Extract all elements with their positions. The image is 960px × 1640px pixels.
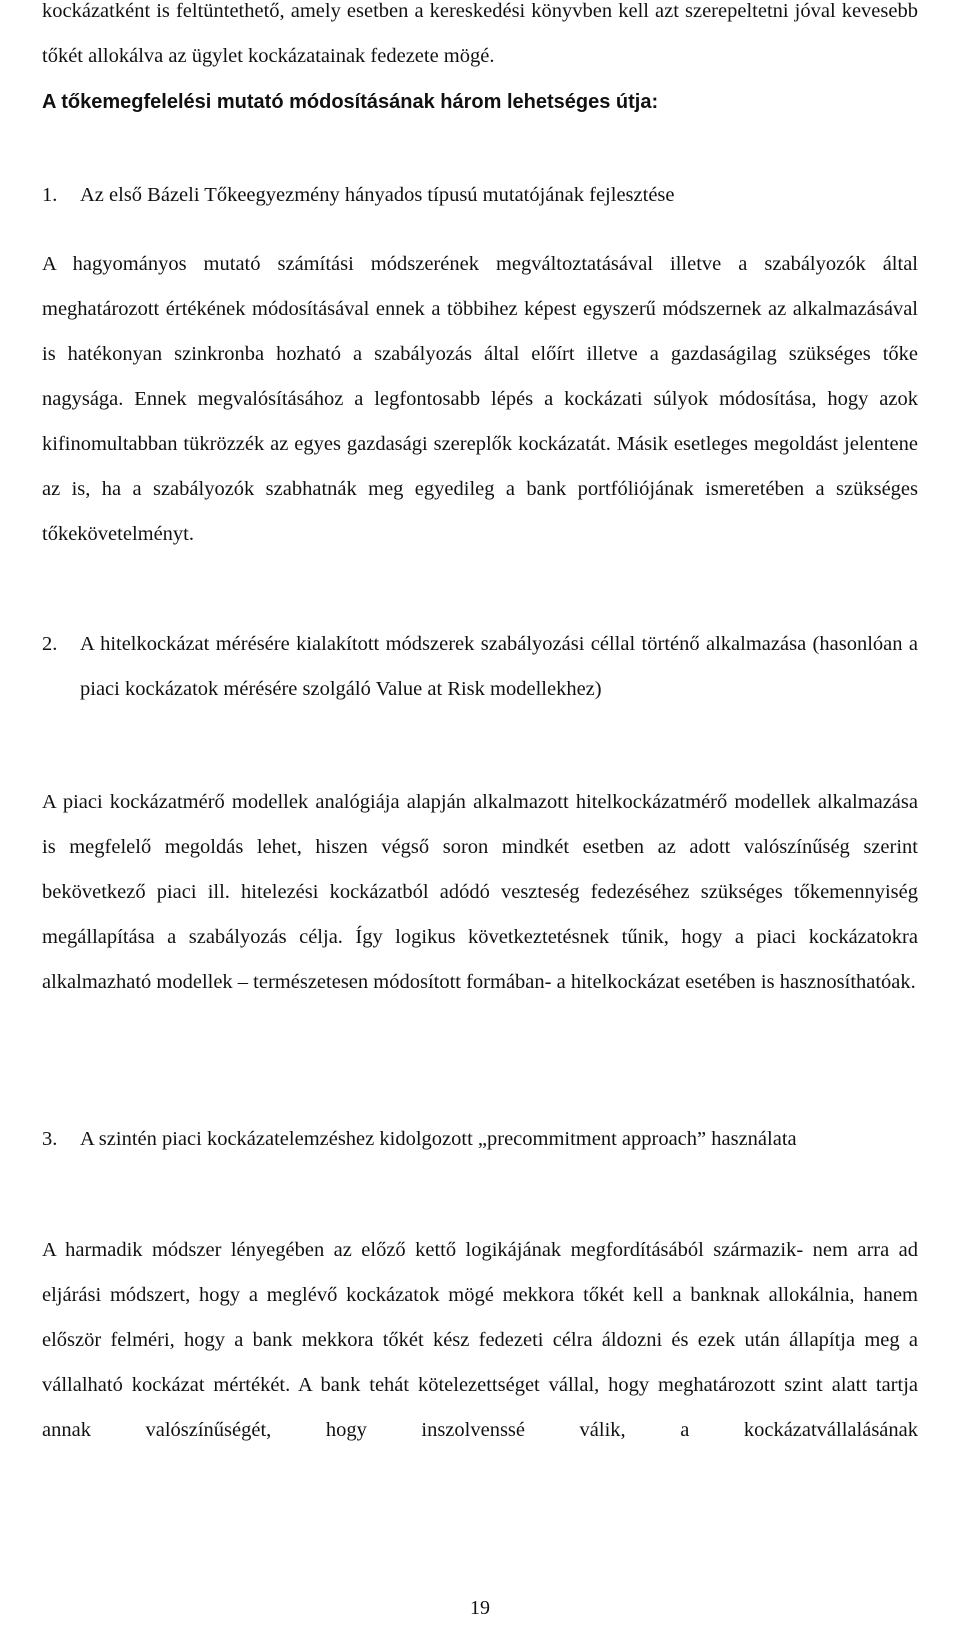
intro-paragraph: kockázatként is feltüntethető, amely esetben a kereskedési könyvben kell azt szerepeltetni jóval kevesebb tőkét allokálva az ügylet kockázatainak fedezete mögé.: [42, 0, 918, 67]
item-1-heading: [42, 173, 918, 218]
item-2-title: A hitelkockázat mérésére kialakított módszerek szabályozási céllal történő alkalmazása (hasonlóan a piaci kockázatok mérésére szolgáló Value at Risk modellekhez): [80, 633, 918, 700]
item-1-title: Az első Bázeli Tőkeegyezmény hányados típusú mutatójának fejlesztése: [80, 184, 675, 206]
section-heading: A tőkemegfelelési mutató módosításának három lehetséges útja:: [42, 91, 659, 113]
item-2-number: 2.: [42, 633, 58, 655]
item-3-body: A harmadik módszer lényegében az előző kettő logikájának megfordításából származik- nem arra ad eljárási módszert, hogy a meglévő kockázatok mögé mekkora tőkét kell a banknak allokálnia, hanem először felméri, hogy a bank mekkora tőkét kész fedezeti célra áldozni és ezek után állapítja meg a vállalható kockázat mértékét. A bank tehát kötelezettséget vállal, hogy meghatározott szint alatt tartja annak valószínűségét, hogy inszolvenssé válik, a kockázatvállalásának: [42, 1239, 918, 1441]
item-3-heading: [42, 1117, 918, 1162]
item-3-title: A szintén piaci kockázatelemzéshez kidolgozott „precommitment approach” használata: [80, 1128, 797, 1150]
item-1-body: A hagyományos mutató számítási módszerének megváltoztatásával illetve a szabályozók által meghatározott értékének módosításával ennek a többihez képest egyszerű módszernek az alkalmazásával is hatékonyan szinkronba hozható a szabályozás által előírt illetve a gazdaságilag szükséges tőke nagysága. Ennek megvalósításához a legfontosabb lépés a kockázati súlyok módosítása, hogy azok kifinomultabban tükrözzék az egyes gazdasági szereplők kockázatát. Másik esetleges megoldást jelentene az is, ha a szabályozók szabhatnák meg egyedileg a bank portfóliójának ismeretében a szükséges tőkekövetelményt.: [42, 253, 918, 545]
item-1-number: 1.: [42, 184, 58, 206]
page-number: 19: [470, 1597, 490, 1619]
item-2-body: A piaci kockázatmérő modellek analógiája alapján alkalmazott hitelkockázatmérő modellek alkalmazása is megfelelő megoldás lehet, hiszen végső soron mindkét esetben az adott valószínűség szerint bekövetkező piaci ill. hitelezési kockázatból adódó veszteség fedezéséhez szükséges tőkemennyiség megállapítása a szabályozás célja. Így logikus következtetésnek tűnik, hogy a piaci kockázatokra alkalmazható modellek – természetesen módosított formában- a hitelkockázat esetében is hasznosíthatóak.: [42, 791, 918, 993]
item-2-heading: [42, 622, 918, 712]
item-3-number: 3.: [42, 1128, 58, 1150]
